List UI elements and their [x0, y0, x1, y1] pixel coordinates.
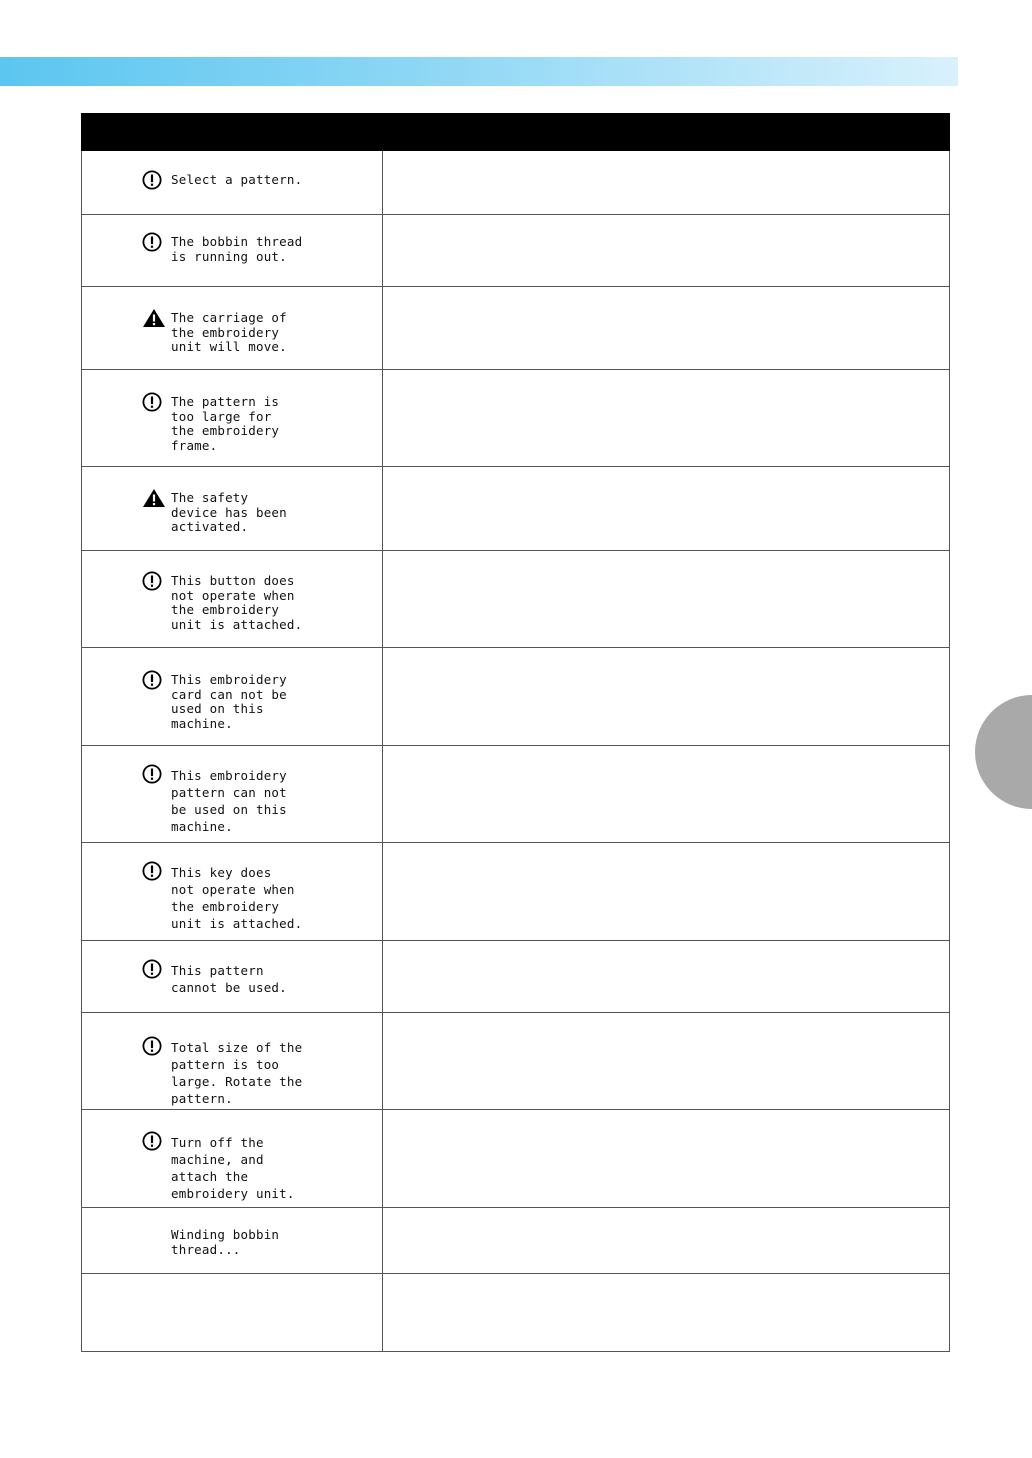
- message-line: unit will move.: [171, 339, 287, 354]
- exclamation-circle-icon: [142, 392, 162, 412]
- message-line: embroidery unit.: [171, 1186, 295, 1201]
- exclamation-circle-icon: [142, 232, 162, 252]
- message-cell: [82, 746, 383, 843]
- table-row: [82, 746, 950, 843]
- message-line: The safety: [171, 490, 249, 505]
- screen-message: [82, 673, 382, 731]
- table-row: [82, 1274, 950, 1352]
- message-cell: [82, 151, 383, 215]
- message-cell: [82, 215, 383, 287]
- table-row: [82, 941, 950, 1013]
- message-line: Total size of the: [171, 1040, 303, 1055]
- warning-triangle-icon: [142, 308, 162, 328]
- screen-message: [82, 1134, 382, 1202]
- cause-cell: [383, 1013, 950, 1110]
- message-cell: [82, 1274, 383, 1352]
- chapter-side-tab: [975, 695, 1032, 809]
- message-line: the embroidery: [171, 602, 280, 617]
- message-line: large. Rotate the: [171, 1074, 303, 1089]
- message-line: the embroidery: [171, 423, 280, 438]
- cause-cell: [383, 941, 950, 1013]
- message-line: the embroidery: [171, 324, 280, 340]
- message-cell: [82, 843, 383, 941]
- message-cell: [82, 1013, 383, 1110]
- cause-cell: [383, 1274, 950, 1352]
- message-line: machine, and: [171, 1152, 264, 1167]
- cause-cell: [383, 215, 950, 287]
- warning-triangle-icon: [142, 488, 162, 508]
- error-message-table: [81, 113, 950, 1352]
- exclamation-circle-icon: [142, 959, 162, 979]
- table-row: [82, 215, 950, 287]
- message-line: used on this: [171, 701, 264, 716]
- message-line: The bobbin thread: [171, 234, 303, 249]
- cause-cell: [383, 151, 950, 215]
- message-line: pattern can not: [171, 785, 287, 800]
- message-line: is running out.: [171, 248, 287, 264]
- message-cell: [82, 551, 383, 648]
- message-line: unit is attached.: [171, 916, 303, 931]
- screen-message: [82, 235, 382, 264]
- message-line: the embroidery: [171, 899, 280, 914]
- table-row: [82, 151, 950, 215]
- message-cell: [82, 467, 383, 551]
- table-row: [82, 370, 950, 467]
- exclamation-circle-icon: [142, 1131, 162, 1151]
- message-line: pattern is too: [171, 1057, 280, 1072]
- message-cell: [82, 370, 383, 467]
- message-line: be used on this: [171, 802, 287, 817]
- table-header-row: [82, 114, 950, 151]
- message-line: This embroidery: [171, 768, 287, 783]
- exclamation-circle-icon: [142, 764, 162, 784]
- screen-message: [82, 1039, 382, 1107]
- message-cell: [82, 941, 383, 1013]
- table-row: [82, 648, 950, 746]
- screen-message: [82, 767, 382, 835]
- header-message-column: [82, 114, 383, 151]
- table-row: [82, 467, 950, 551]
- table-row: [82, 1208, 950, 1274]
- message-cell: [82, 1110, 383, 1208]
- message-line: This key does: [171, 865, 272, 880]
- message-cell: [82, 648, 383, 746]
- message-line: Winding bobbin: [171, 1227, 280, 1242]
- table-row: [82, 1110, 950, 1208]
- cause-cell: [383, 551, 950, 648]
- cause-cell: [383, 1110, 950, 1208]
- message-line: thread...: [171, 1241, 241, 1257]
- exclamation-circle-icon: [142, 861, 162, 881]
- message-line: attach the: [171, 1169, 249, 1184]
- table-row: [82, 1013, 950, 1110]
- cause-cell: [383, 287, 950, 370]
- message-line: The pattern is: [171, 394, 280, 409]
- table-row: [82, 843, 950, 941]
- cause-cell: [383, 746, 950, 843]
- exclamation-circle-icon: [142, 1036, 162, 1056]
- message-line: card can not be: [171, 686, 287, 702]
- cause-cell: [383, 467, 950, 551]
- message-line: Select a pattern.: [171, 172, 303, 187]
- table-row: [82, 287, 950, 370]
- screen-message: [82, 311, 382, 355]
- screen-message: [82, 491, 382, 535]
- cause-cell: [383, 843, 950, 941]
- exclamation-circle-icon: [142, 170, 162, 190]
- message-line: activated.: [171, 519, 249, 534]
- message-cell: [82, 1208, 383, 1274]
- exclamation-circle-icon: [142, 670, 162, 690]
- cause-cell: [383, 370, 950, 467]
- message-line: not operate when: [171, 587, 295, 603]
- message-line: cannot be used.: [171, 980, 287, 995]
- exclamation-circle-icon: [142, 571, 162, 591]
- message-line: device has been: [171, 504, 287, 520]
- message-line: not operate when: [171, 882, 295, 897]
- message-line: The carriage of: [171, 310, 287, 325]
- message-line: This pattern: [171, 963, 264, 978]
- message-line: too large for: [171, 408, 272, 424]
- table-row: [82, 551, 950, 648]
- screen-message: [82, 574, 382, 632]
- screen-message: [82, 395, 382, 453]
- header-color-band: [0, 57, 958, 86]
- screen-message: [82, 1228, 382, 1257]
- screen-message: [82, 962, 382, 996]
- message-line: This button does: [171, 573, 295, 588]
- message-line: machine.: [171, 819, 233, 834]
- screen-message: [82, 173, 382, 188]
- message-cell: [82, 287, 383, 370]
- cause-cell: [383, 1208, 950, 1274]
- message-line: unit is attached.: [171, 616, 303, 632]
- message-line: pattern.: [171, 1091, 233, 1106]
- message-line: frame.: [171, 437, 218, 453]
- cause-cell: [383, 648, 950, 746]
- message-line: machine.: [171, 715, 233, 731]
- header-cause-column: [383, 114, 950, 151]
- message-line: Turn off the: [171, 1135, 264, 1150]
- message-line: This embroidery: [171, 672, 287, 687]
- screen-message: [82, 864, 382, 932]
